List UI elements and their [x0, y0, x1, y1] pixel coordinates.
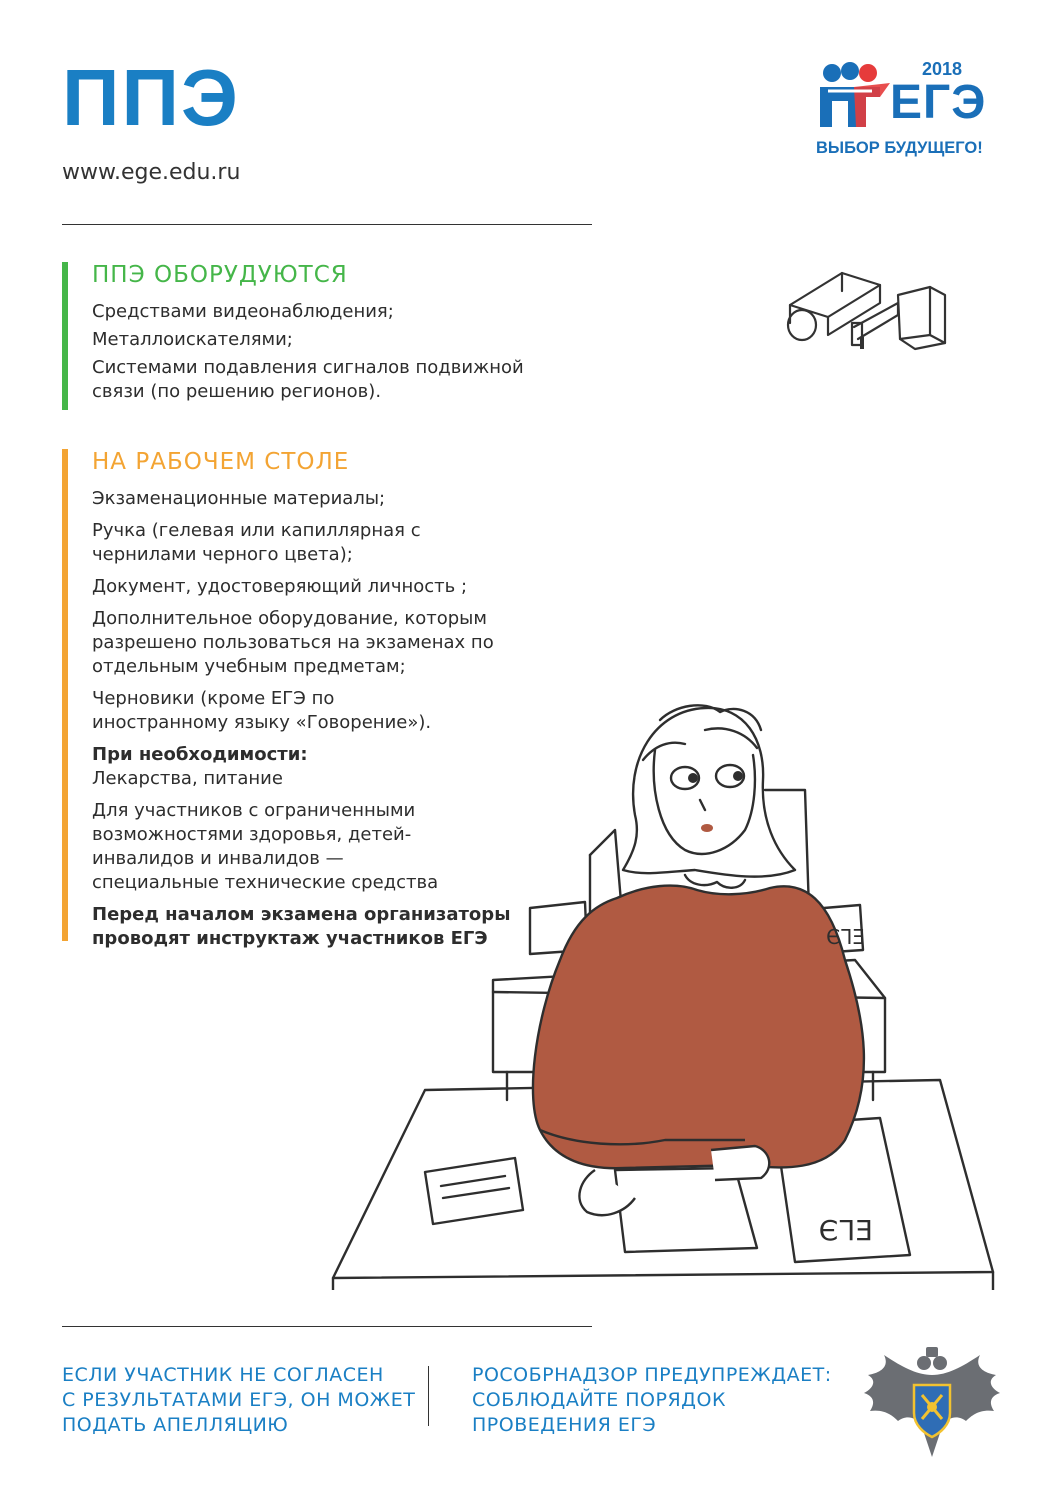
orange-accent-bar — [62, 449, 68, 941]
cctv-camera-icon — [780, 265, 950, 360]
green-accent-bar — [62, 262, 68, 410]
warning-line: СОБЛЮДАЙТЕ ПОРЯДОК — [472, 1389, 726, 1411]
page-title: ППЭ — [62, 53, 240, 142]
if-needed-item: Для участников с ограниченными возможностями здоровья, детей-инвалидов и инвалидов — специальные технические средства — [92, 799, 439, 893]
equipment-heading: ППЭ ОБОРУДУЮТСЯ — [92, 262, 348, 288]
ege-logo — [812, 55, 1012, 165]
warning-line: ПРОВЕДЕНИЯ ЕГЭ — [472, 1414, 657, 1436]
footer-divider — [428, 1366, 429, 1426]
bottom-divider — [62, 1326, 592, 1327]
if-needed-item: Лекарства, питание — [92, 767, 283, 789]
appeal-notice-line: ЕСЛИ УЧАСТНИК НЕ СОГЛАСЕН — [62, 1364, 384, 1386]
exam-paper-label: ЕГЭ — [818, 1214, 873, 1247]
desk-item: Ручка (гелевая или капиллярная с чернилами черного цвета); — [92, 519, 421, 565]
desk-item: Документ, удостоверяющий личность ; — [92, 575, 468, 597]
desk-item: Экзаменационные материалы; — [92, 487, 386, 509]
rosobrnadzor-warning — [472, 1363, 832, 1438]
equipment-item: Металлоискателями; — [92, 328, 293, 350]
equipment-item: Системами подавления сигналов подвижной связи (по решению регионов). — [92, 356, 524, 402]
rosobrnadzor-emblem — [862, 1345, 1002, 1460]
logo-slogan: ВЫБОР БУДУЩЕГО! — [816, 139, 983, 157]
exam-paper-label: ЕГЭ — [826, 925, 865, 949]
warning-line: РОСОБРНАДЗОР ПРЕДУПРЕЖДАЕТ: — [472, 1364, 832, 1386]
student-at-desk-illustration — [325, 700, 1015, 1290]
desk-item: Черновики (кроме ЕГЭ по иностранному языку «Говорение»). — [92, 687, 432, 733]
instruction-note: Перед началом экзамена организаторы проводят инструктаж участников ЕГЭ — [92, 903, 511, 949]
desk-heading: НА РАБОЧЕМ СТОЛЕ — [92, 449, 350, 475]
website-url[interactable]: www.ege.edu.ru — [62, 160, 241, 185]
desk-item: Дополнительное оборудование, которым разрешено пользоваться на экзаменах по отдельным учебным предметам; — [92, 607, 494, 677]
logo-year: 2018 — [922, 59, 963, 79]
logo-text: ЕГЭ — [890, 76, 987, 129]
equipment-section — [62, 262, 532, 410]
ege-logo-figures-icon — [818, 61, 894, 131]
equipment-item: Средствами видеонаблюдения; — [92, 300, 394, 322]
top-divider — [62, 224, 592, 225]
appeal-notice-line: С РЕЗУЛЬТАТАМИ ЕГЭ, ОН МОЖЕТ — [62, 1389, 416, 1411]
if-needed-label: При необходимости: — [92, 743, 308, 765]
appeal-notice-line: ПОДАТЬ АПЕЛЛЯЦИЮ — [62, 1414, 289, 1436]
appeal-notice — [62, 1363, 415, 1438]
